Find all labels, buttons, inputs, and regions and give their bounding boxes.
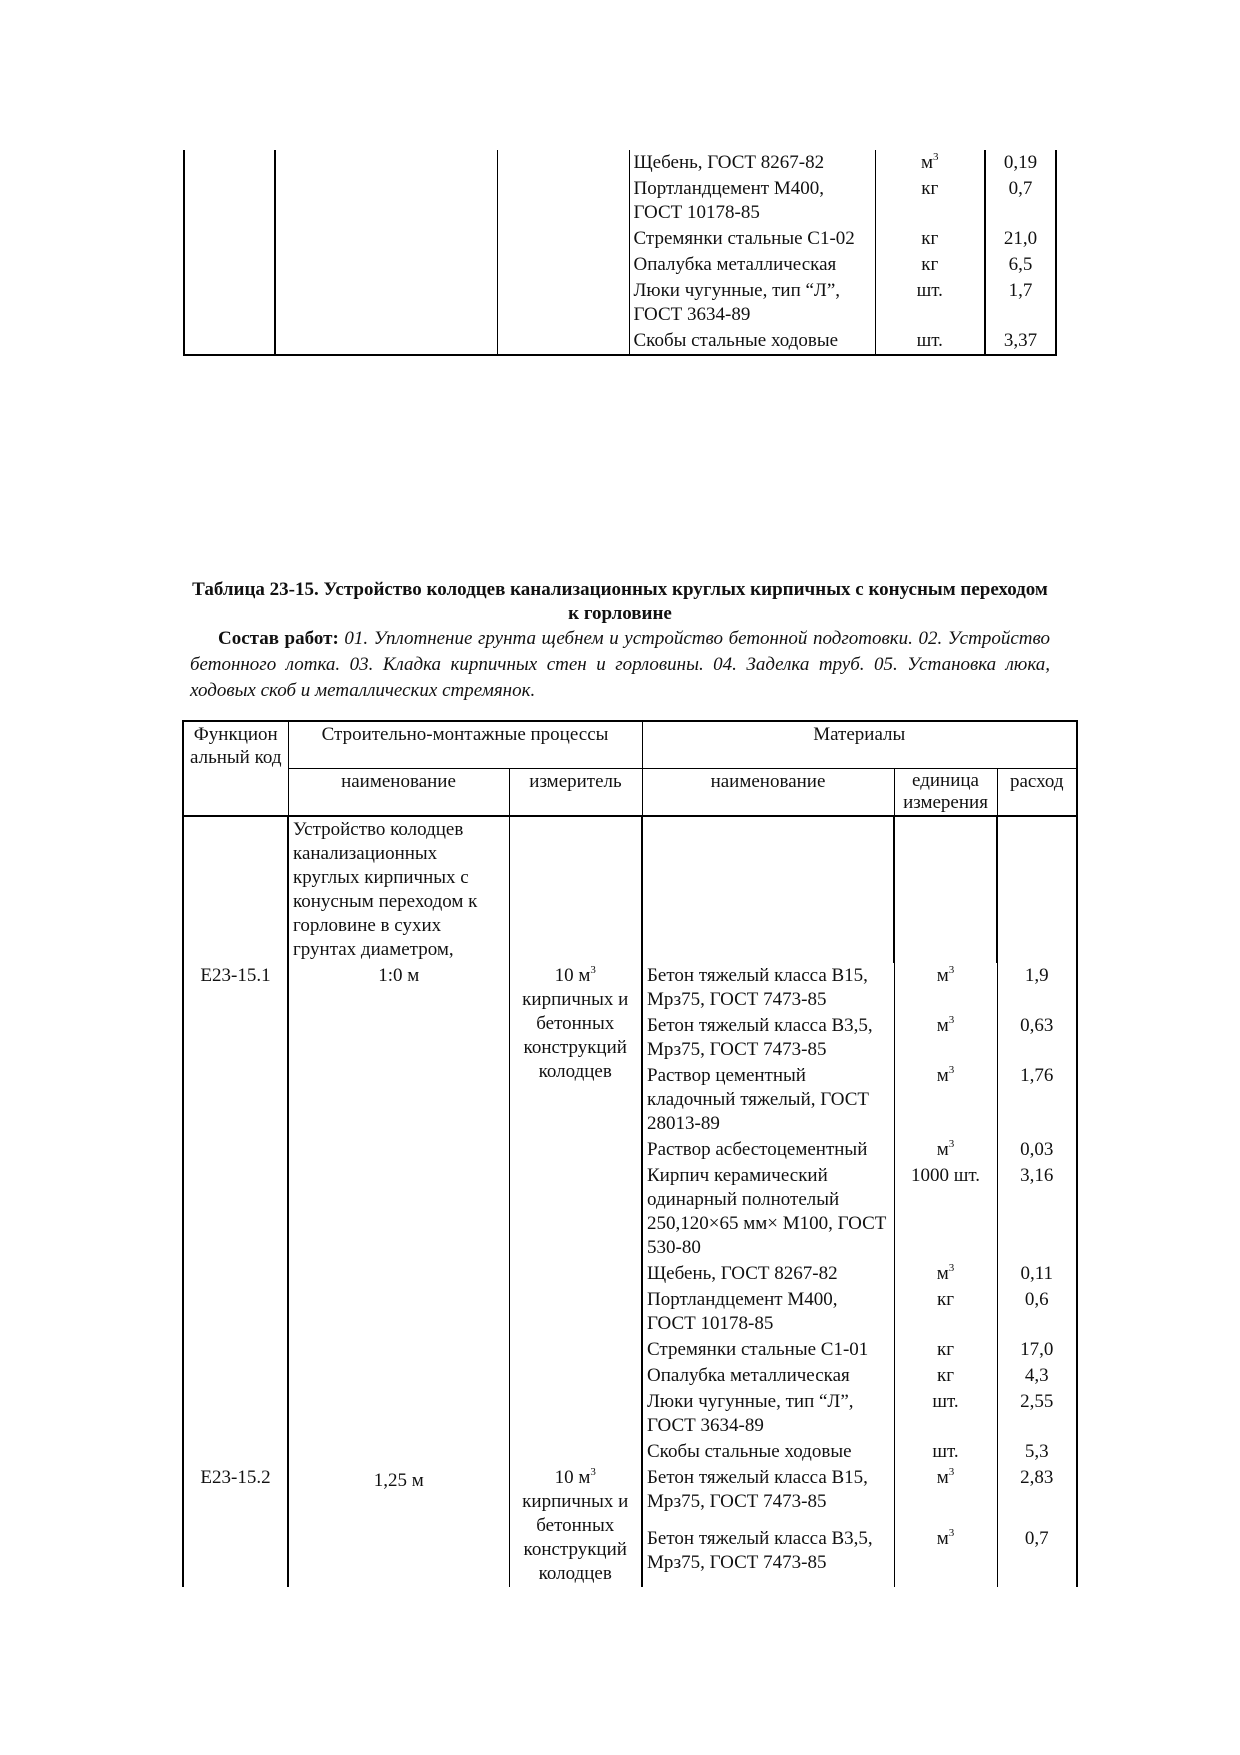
material-amount: 0,6 <box>997 1287 1077 1337</box>
material-unit: кг <box>875 226 985 252</box>
material-unit: $м^3$ <box>894 1013 997 1063</box>
material-amount: 1,9 <box>997 963 1077 1013</box>
material-amount: 1,7 <box>985 278 1056 328</box>
material-name: Скобы стальные ходовые <box>629 328 875 355</box>
material-name: Щебень, ГОСТ 8267-82 <box>642 1261 894 1287</box>
material-name: Бетон тяжелый класса В15, Мрз75, ГОСТ 7473-85 <box>642 1465 894 1526</box>
material-name: Скобы стальные ходовые <box>642 1439 894 1465</box>
work-composition <box>190 626 1050 704</box>
material-name: Люки чугунные, тип “Л”, ГОСТ 3634-89 <box>642 1389 894 1439</box>
material-amount: 0,19 <box>985 150 1056 176</box>
meter-cell-empty <box>509 816 642 963</box>
material-unit: $м^3$ <box>894 1063 997 1137</box>
material-unit: кг <box>894 1337 997 1363</box>
amount-cell-empty <box>997 816 1077 963</box>
material-name: Бетон тяжелый класса В3,5, Мрз75, ГОСТ 7473-85 <box>642 1526 894 1587</box>
item-name: 1:0 м <box>288 963 509 1465</box>
continued-table <box>183 150 1057 356</box>
material-amount: 21,0 <box>985 226 1056 252</box>
material-name: Люки чугунные, тип “Л”, ГОСТ 3634-89 <box>629 278 875 328</box>
material-unit: шт. <box>894 1389 997 1439</box>
material-name: Щебень, ГОСТ 8267-82 <box>629 150 875 176</box>
material-amount: 4,3 <box>997 1363 1077 1389</box>
material-amount: 17,0 <box>997 1337 1077 1363</box>
material-amount: 3,37 <box>985 328 1056 355</box>
material-name: Бетон тяжелый класса В3,5, Мрз75, ГОСТ 7473-85 <box>642 1013 894 1063</box>
material-name: Портландцемент М400, ГОСТ 10178-85 <box>642 1287 894 1337</box>
code-cell-empty <box>184 150 275 355</box>
material-amount: 0,03 <box>997 1137 1077 1163</box>
header-processes: Строительно-монтажные процессы <box>288 721 642 769</box>
material-amount: 0,63 <box>997 1013 1077 1063</box>
table-row <box>184 150 1056 176</box>
material-unit: $м^3$ <box>875 150 985 176</box>
material-amount: 3,16 <box>997 1163 1077 1261</box>
norms-table <box>182 720 1078 1587</box>
header-materials: Материалы <box>642 721 1077 769</box>
item-code: Е23-15.1 <box>183 963 288 1465</box>
material-name: Портландцемент М400, ГОСТ 10178-85 <box>629 176 875 226</box>
composition-label: Состав работ: <box>218 628 339 649</box>
item-meter: 10 $м^3$ кирпичных и бетонных конструкций колодцев <box>509 963 642 1465</box>
material-name: Стремянки стальные С1-02 <box>629 226 875 252</box>
material-unit: 1000 шт. <box>894 1163 997 1261</box>
item-code: Е23-15.2 <box>183 1465 288 1587</box>
group-title: Устройство колодцев канализационных круглых кирпичных с конусным переходом к горловине в сухих грунтах диаметром, <box>288 816 509 963</box>
material-name: Кирпич керамический одинарный полнотелый 250,120×65 мм× М100, ГОСТ 530-80 <box>642 1163 894 1261</box>
header-material-unit: единица измерения <box>894 769 997 817</box>
material-unit: $м^3$ <box>894 1526 997 1587</box>
process-name-cell-empty <box>275 150 497 355</box>
material-amount: 1,76 <box>997 1063 1077 1137</box>
material-unit: $м^3$ <box>894 1465 997 1526</box>
item-name: 1,25 м <box>288 1465 509 1587</box>
material-unit: $м^3$ <box>894 963 997 1013</box>
material-amount: 0,7 <box>997 1526 1077 1587</box>
material-amount: 6,5 <box>985 252 1056 278</box>
header-material-name: наименование <box>642 769 894 817</box>
material-name: Раствор асбестоцементный <box>642 1137 894 1163</box>
material-name: Опалубка металлическая <box>642 1363 894 1389</box>
material-amount: 0,7 <box>985 176 1056 226</box>
header-row <box>183 721 1077 769</box>
header-func-code: Функцион альный код <box>183 721 288 816</box>
material-amount: 2,83 <box>997 1465 1077 1526</box>
material-cell-empty <box>642 816 894 963</box>
material-unit: шт. <box>875 328 985 355</box>
table-row <box>183 963 1077 1013</box>
material-name: Стремянки стальные С1-01 <box>642 1337 894 1363</box>
material-unit: кг <box>894 1287 997 1337</box>
header-subrow <box>183 769 1077 817</box>
header-process-meter: измеритель <box>509 769 642 817</box>
table-row <box>183 1465 1077 1526</box>
unit-cell-empty <box>894 816 997 963</box>
material-amount: 0,11 <box>997 1261 1077 1287</box>
material-amount: 5,3 <box>997 1439 1077 1465</box>
item-meter: 10 $м^3$ кирпичных и бетонных конструкций колодцев <box>509 1465 642 1587</box>
material-unit: шт. <box>875 278 985 328</box>
group-title-row <box>183 816 1077 963</box>
process-meter-cell-empty <box>497 150 629 355</box>
code-cell-empty <box>183 816 288 963</box>
material-unit: кг <box>894 1363 997 1389</box>
material-amount: 2,55 <box>997 1389 1077 1439</box>
header-material-amount: расход <box>997 769 1077 817</box>
material-unit: кг <box>875 176 985 226</box>
material-unit: $м^3$ <box>894 1261 997 1287</box>
table-title: Таблица 23-15. Устройство колодцев канализационных круглых кирпичных с конусным переходом к горловине <box>192 579 1048 624</box>
material-unit: $м^3$ <box>894 1137 997 1163</box>
composition-text: 01. Уплотнение грунта щебнем и устройство бетонной подготовки. 02. Устройство бетонного лотка. 03. Кладка кирпичных стен и горловины. 04. Заделка труб. 05. Установка люка, ходовых скоб и металлических стремянок. <box>190 628 1050 701</box>
material-name: Опалубка металлическая <box>629 252 875 278</box>
header-process-name: наименование <box>288 769 509 817</box>
material-name: Раствор цементный кладочный тяжелый, ГОСТ 28013-89 <box>642 1063 894 1137</box>
material-unit: шт. <box>894 1439 997 1465</box>
material-unit: кг <box>875 252 985 278</box>
material-name: Бетон тяжелый класса В15, Мрз75, ГОСТ 7473-85 <box>642 963 894 1013</box>
